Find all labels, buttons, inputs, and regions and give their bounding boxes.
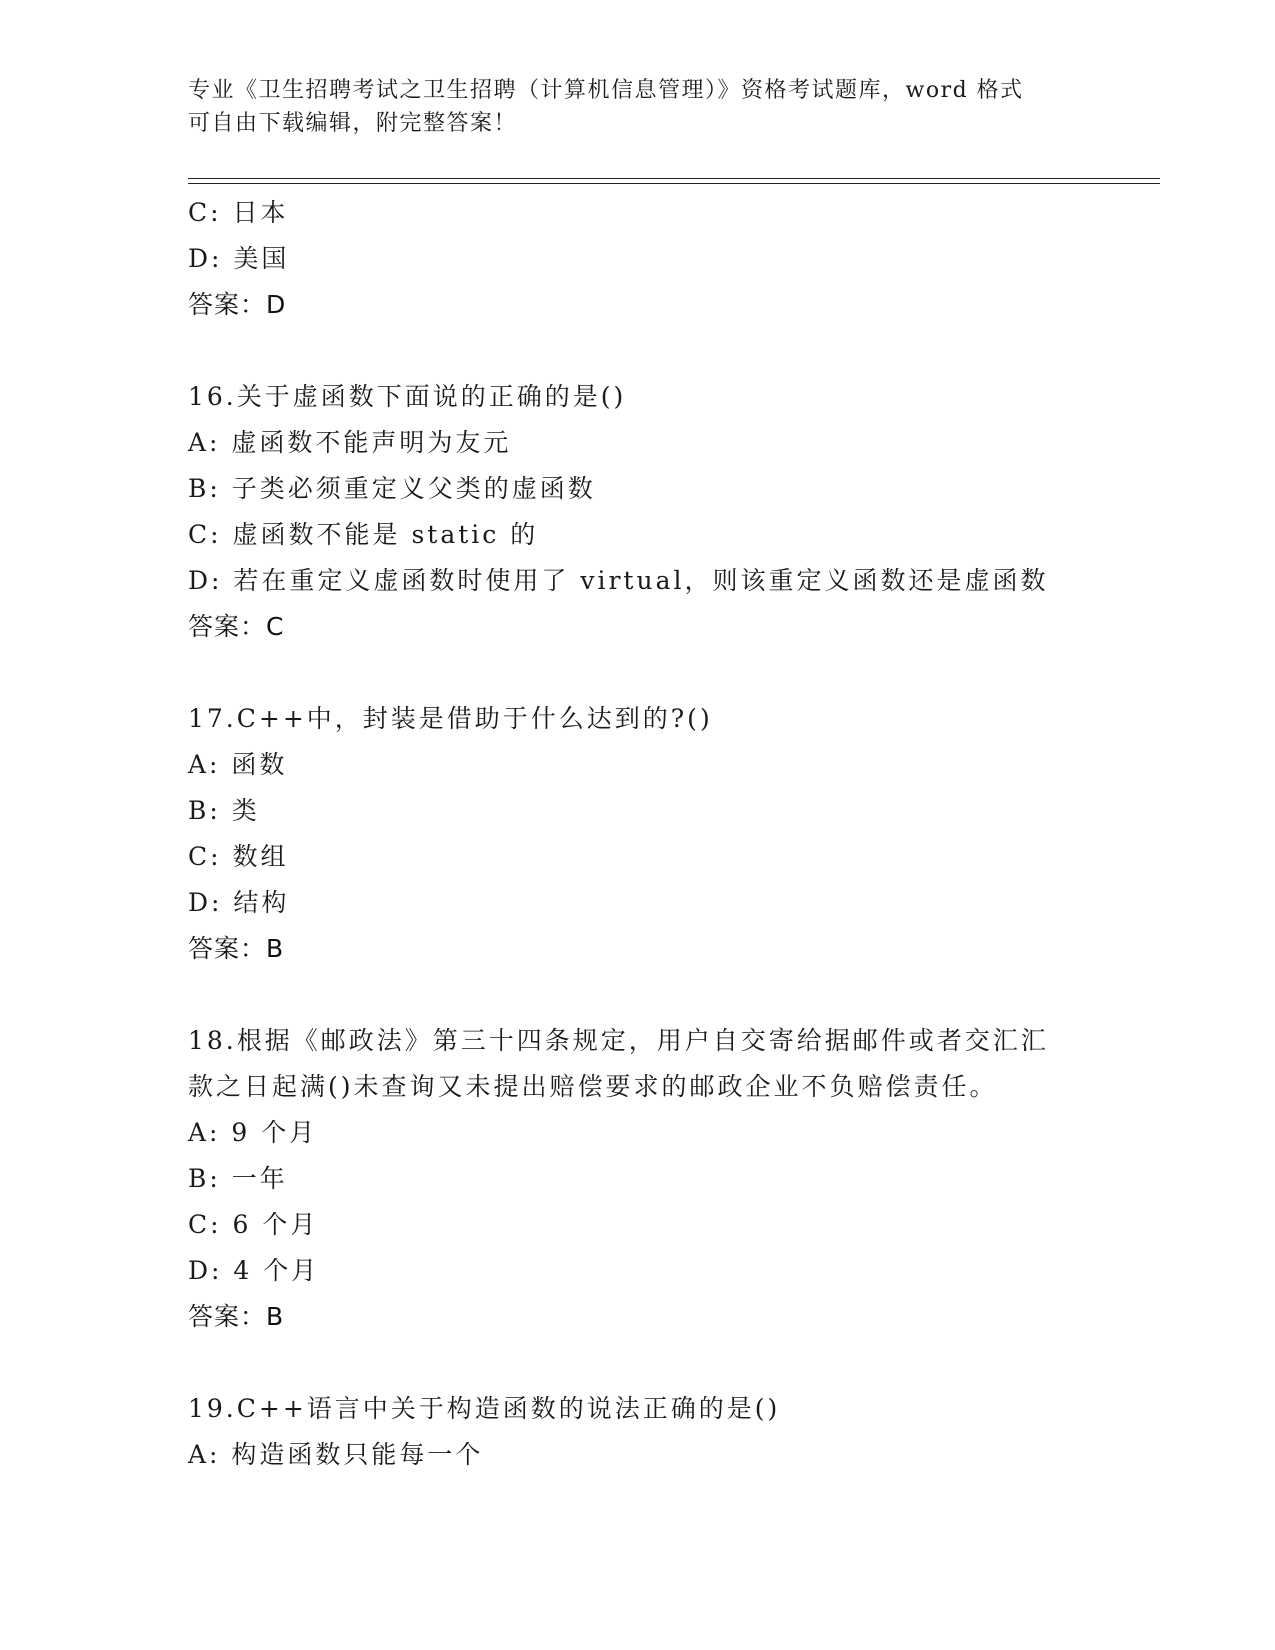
carryover-block	[188, 190, 1088, 328]
question-16	[188, 374, 1088, 650]
header-line-2: 可自由下载编辑，附完整答案！	[188, 111, 518, 136]
page-header	[188, 74, 1088, 140]
question-title: 17.C++中，封装是借助于什么达到的?()	[188, 704, 713, 733]
header-rule-bottom	[188, 183, 1160, 184]
header-rule-top	[188, 178, 1160, 179]
question-title: 19.C++语言中关于构造函数的说法正确的是()	[188, 1394, 781, 1423]
option-b: B: 类	[188, 796, 260, 825]
header-line-1: 专业《卫生招聘考试之卫生招聘（计算机信息管理）》资格考试题库，word 格式	[188, 78, 1024, 103]
option-d: D: 4 个月	[188, 1256, 320, 1285]
question-title: 16.关于虚函数下面说的正确的是()	[188, 382, 627, 411]
answer-line: 答案：D	[188, 290, 287, 319]
answer-line: 答案：C	[188, 612, 285, 641]
option-c: C: 6 个月	[188, 1210, 319, 1239]
question-18	[188, 1018, 1088, 1340]
answer-line: 答案：B	[188, 934, 285, 963]
question-title-line-2: 款之日起满()未查询又未提出赔偿要求的邮政企业不负赔偿责任。	[188, 1072, 998, 1101]
option-b: B: 一年	[188, 1164, 288, 1193]
option-d: D: 美国	[188, 244, 290, 273]
question-title-line-1: 18.根据《邮政法》第三十四条规定，用户自交寄给据邮件或者交汇汇	[188, 1026, 1049, 1055]
option-d: D: 若在重定义虚函数时使用了 virtual，则该重定义函数还是虚函数	[188, 566, 1049, 595]
option-d: D: 结构	[188, 888, 290, 917]
question-list	[188, 190, 1088, 1478]
option-c: C: 虚函数不能是 static 的	[188, 520, 539, 549]
option-c: C: 数组	[188, 842, 289, 871]
option-b: B: 子类必须重定义父类的虚函数	[188, 474, 596, 503]
option-a: A: 函数	[188, 750, 288, 779]
question-17	[188, 696, 1088, 972]
option-a: A: 9 个月	[188, 1118, 318, 1147]
question-19	[188, 1386, 1088, 1478]
option-c: C: 日本	[188, 198, 289, 227]
option-a: A: 构造函数只能每一个	[188, 1440, 484, 1469]
option-a: A: 虚函数不能声明为友元	[188, 428, 512, 457]
answer-line: 答案：B	[188, 1302, 285, 1331]
